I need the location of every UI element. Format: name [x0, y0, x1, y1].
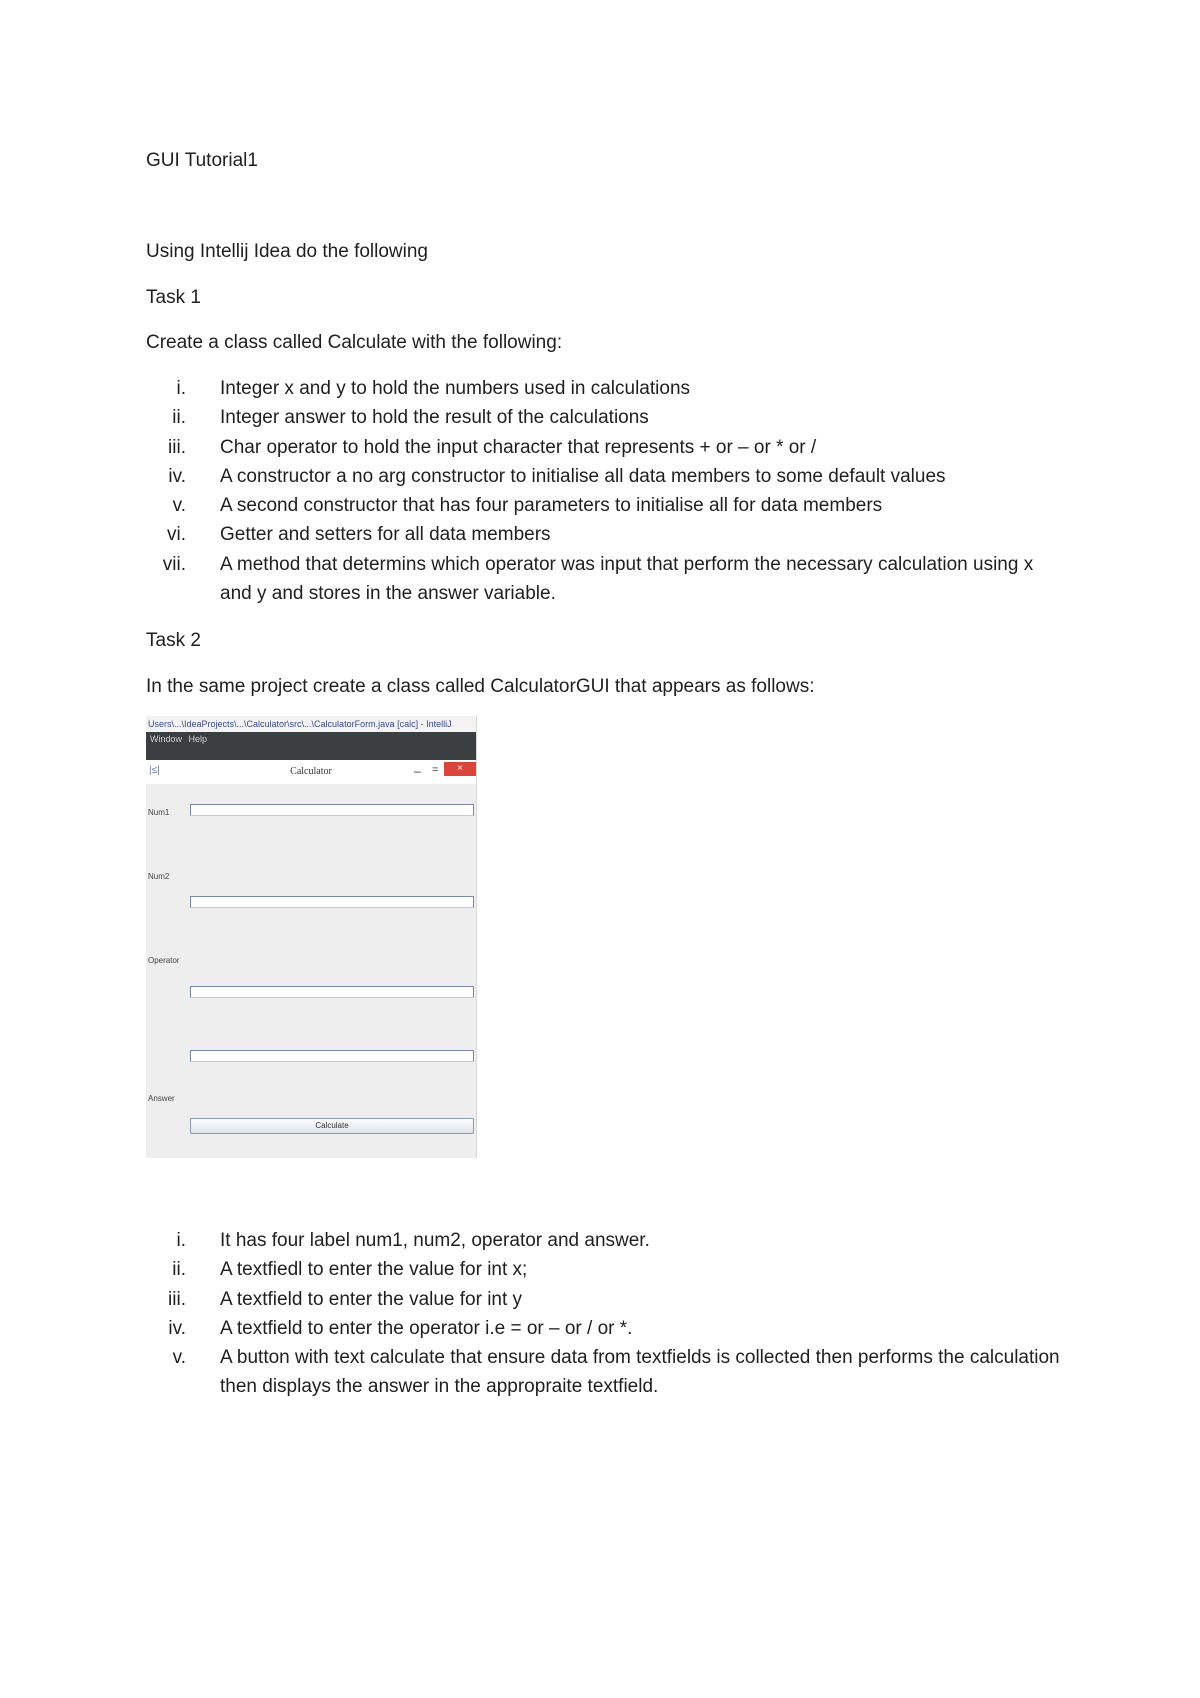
minimize-icon: – — [414, 764, 421, 778]
num1-field — [190, 804, 474, 816]
num2-label: Num2 — [148, 872, 170, 881]
list-text: A second constructor that has four parameters to initialise all for data members — [220, 495, 883, 517]
list-text: A textfield to enter the operator i.e = or – or / or *. — [220, 1317, 633, 1339]
ide-menu-help: Help — [188, 734, 208, 744]
list-text: A textfiedl to enter the value for int x; — [220, 1259, 528, 1281]
num2-field — [190, 896, 474, 908]
list-number: vi. — [167, 524, 186, 546]
operator-field — [190, 986, 474, 998]
list-item — [146, 462, 1066, 491]
calculator-window-title: Calculator — [290, 766, 332, 777]
list-number: ii. — [172, 1259, 186, 1281]
list-text: A textfield to enter the value for int y — [220, 1288, 523, 1310]
answer-label: Answer — [148, 1094, 175, 1103]
list-number: iv. — [168, 465, 186, 487]
intro-text: Using Intellij Idea do the following — [146, 241, 429, 262]
maximize-icon: = — [432, 764, 439, 776]
list-number: v. — [172, 495, 186, 517]
task1-heading: Task 1 — [146, 287, 201, 308]
ide-menu-bar — [146, 732, 476, 760]
list-text: A constructor a no arg constructor to initialise all data members to some default values — [220, 465, 946, 487]
list-text: A method that determins which operator was input that perform the necessary calculation using x and y and stores in the answer variable. — [220, 553, 1034, 605]
list-text: Char operator to hold the input character that represents + or – or * or / — [220, 436, 817, 458]
list-number: ii. — [172, 407, 186, 429]
list-item — [146, 550, 1066, 609]
list-item — [146, 1343, 1066, 1402]
java-app-icon: |≤| — [149, 765, 160, 776]
calculator-screenshot — [146, 716, 477, 1158]
list-item — [146, 1226, 1066, 1255]
task2-heading: Task 2 — [146, 630, 201, 651]
list-item — [146, 1255, 1066, 1284]
list-number: i. — [176, 378, 186, 399]
list-item — [146, 520, 1066, 549]
list-number: vii. — [162, 553, 186, 575]
close-icon: × — [444, 762, 476, 776]
list-item — [146, 433, 1066, 462]
list-item — [146, 1314, 1066, 1343]
list-number: iii. — [168, 436, 186, 458]
list-text: It has four label num1, num2, operator and answer. — [220, 1230, 650, 1251]
list-item — [146, 403, 1066, 432]
list-number: iv. — [168, 1317, 186, 1339]
num1-label: Num1 — [148, 808, 170, 817]
calculator-title-bar — [146, 760, 476, 784]
operator-label: Operator — [148, 956, 180, 965]
answer-field — [190, 1050, 474, 1062]
ide-menu-window: Window — [150, 734, 183, 744]
list-item — [146, 1285, 1066, 1314]
calculate-button: Calculate — [190, 1118, 474, 1134]
ide-path-bar: Users\...\IdeaProjects\...\Calculator\src\...\CalculatorForm.java [calc] - IntelliJ — [146, 716, 477, 732]
list-text: A button with text calculate that ensure data from textfields is collected then performs the calculation then displays the answer in the appropraite textfield. — [220, 1347, 1060, 1398]
list-number: i. — [176, 1230, 186, 1251]
task2-lead: In the same project create a class called CalculatorGUI that appears as follows: — [146, 676, 815, 697]
list-item — [146, 374, 1066, 403]
list-text: Integer x and y to hold the numbers used in calculations — [220, 378, 691, 399]
task1-list — [146, 374, 1066, 608]
task1-lead: Create a class called Calculate with the following: — [146, 332, 563, 353]
list-text: Getter and setters for all data members — [220, 524, 551, 546]
document-title: GUI Tutorial1 — [146, 150, 258, 171]
list-text: Integer answer to hold the result of the calculations — [220, 407, 649, 429]
list-item — [146, 491, 1066, 520]
task2-list — [146, 1226, 1066, 1402]
list-number: v. — [172, 1347, 186, 1369]
list-number: iii. — [168, 1288, 186, 1310]
